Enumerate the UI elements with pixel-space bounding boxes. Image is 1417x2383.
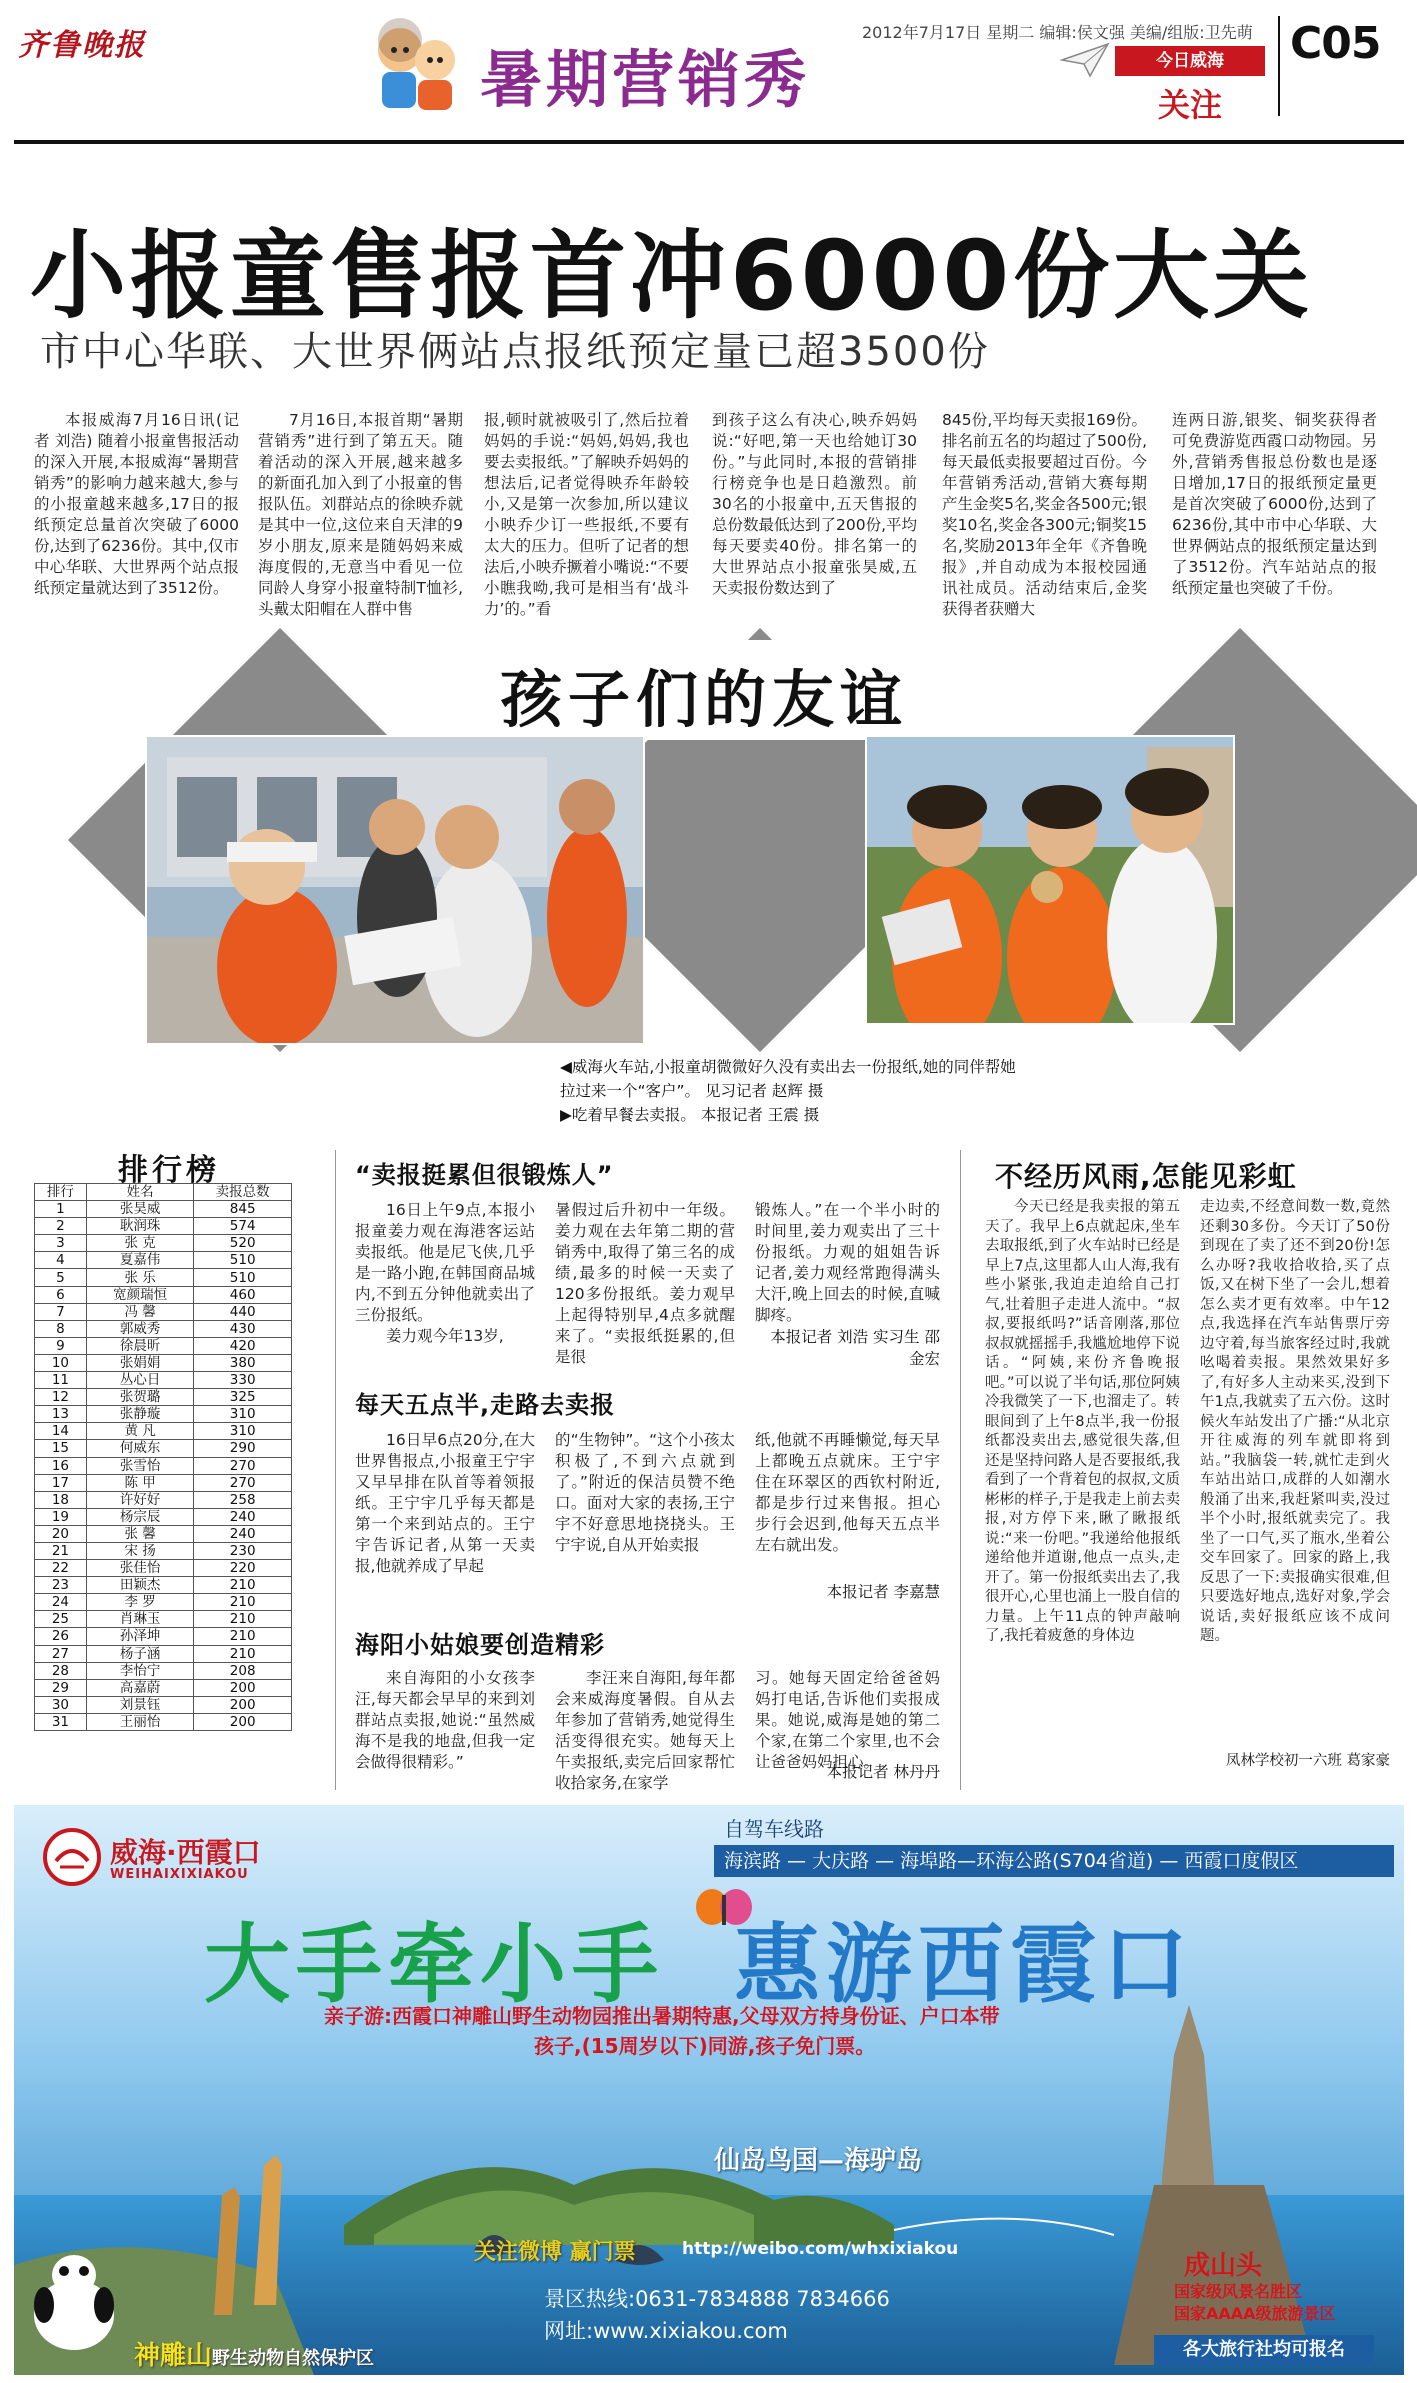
- ad-cape-line-2: 国家AAAA级旅游景区: [1174, 2304, 1336, 2323]
- advertisement-xixiakou: [14, 1805, 1404, 2375]
- table-row: [35, 1508, 292, 1525]
- ranking-name: 夏嘉伟: [86, 1252, 194, 1269]
- ranking-rank: 16: [35, 1457, 87, 1474]
- ranking-total: 208: [194, 1662, 292, 1679]
- article-column-2: 7月16日,本报首期“暑期营销秀”进行到了第五天。随着活动的深入开展,越来越多的新面孔加入到了小报童的售报队伍。刘群站点的徐映乔就是其中一位,这位来自天津的9岁小朋友,原来是随妈妈来威海度假的,无意当中看见一位同龄人身穿小报童特制T恤衫,头戴太阳帽在人群中售: [258, 411, 463, 618]
- ranking-total: 420: [194, 1337, 292, 1354]
- paper-plane-icon: [1060, 40, 1110, 80]
- story-title-3: 海阳小姑娘要创造精彩: [355, 1631, 605, 1659]
- ranking-name: 李 罗: [86, 1594, 194, 1611]
- ad-route: 海滨路 — 大庆路 — 海埠路—环海公路(S704省道) — 西霞口度假区: [714, 1845, 1394, 1877]
- ranking-name: 王丽怡: [86, 1713, 194, 1730]
- ranking-name: 徐晨昕: [86, 1337, 194, 1354]
- ranking-name: 杨宗辰: [86, 1508, 194, 1525]
- table-row: [35, 1303, 292, 1320]
- subheadline: 市中心华联、大世界俩站点报纸预定量已超3500份: [40, 329, 990, 375]
- story-title-2: 每天五点半,走路去卖报: [355, 1391, 616, 1419]
- table-row: [35, 1542, 292, 1559]
- ranking-rank: 19: [35, 1508, 87, 1525]
- story1-column-2: 暑假过后升初中一年级。姜力观在去年第二期的营销秀中,取得了第三名的成绩,最多的时候一天卖了120多份报纸。姜力观早上起得特别早,4点多就醒来了。“卖报纸挺累的,但是很: [555, 1201, 735, 1366]
- ranking-total: 440: [194, 1303, 292, 1320]
- ranking-rank: 4: [35, 1252, 87, 1269]
- kids-cartoon-icon: [360, 10, 470, 120]
- ranking-total: 210: [194, 1577, 292, 1594]
- ranking-name: 张静璇: [86, 1406, 194, 1423]
- ad-park-suffix: 野生动物自然保护区: [212, 2348, 375, 2369]
- photo-train-station: [145, 735, 645, 1045]
- story1-column-1: 16日上午9点,本报小报童姜力观在海港客运站卖报纸。他是尼飞侠,几乎是一路小跑,在韩国商品城内,不到五分钟他就卖出了三份报纸。 姜力观今年13岁,: [355, 1201, 535, 1345]
- story-title-1: “卖报挺累但很锻炼人”: [355, 1161, 614, 1189]
- ranking-rank: 20: [35, 1525, 87, 1542]
- ranking-total: 200: [194, 1696, 292, 1713]
- column-divider: [335, 1150, 336, 1790]
- ranking-rank: 24: [35, 1594, 87, 1611]
- table-row: [35, 1662, 292, 1679]
- table-row: [35, 1679, 292, 1696]
- ranking-total: 330: [194, 1372, 292, 1389]
- ranking-total: 380: [194, 1354, 292, 1371]
- story-title-4: 不经历风雨,怎能见彩虹: [995, 1160, 1297, 1193]
- article-column-3: 报,顿时就被吸引了,然后拉着妈妈的手说:“妈妈,妈妈,我也要去卖报纸。”了解映乔妈妈的想法后,记者觉得映乔年龄较小,又是第一次参加,所以建议小映乔少订一些报纸,不要有太大的压力。但听了记者的想法后,小映乔撅着小嘴说:“不要小瞧我呦,我可是相当有‘战斗力’的。”看: [484, 411, 689, 618]
- ranking-total: 310: [194, 1423, 292, 1440]
- ranking-rank: 17: [35, 1474, 87, 1491]
- table-row: [35, 1696, 292, 1713]
- ranking-rank: 23: [35, 1577, 87, 1594]
- story4-column-1: 今天已经是我卖报的第五天了。我早上6点就起床,坐车去取报纸,到了火车站时已经是早上7点,这里都人山人海,我有些小紧张,我迫走迫给自己打气,壮着胆子走进人流中。“叔叔,要报纸吗?”话音刚落,那位叔叔就摇摇手,我尴尬地停下说话。“阿姨,来份齐鲁晚报吧。”可以说了半句话,那位阿姨冷我微笑了一下,也溜走了。转眼间到了上午8点半,我一份报纸都没卖出去,感觉很失落,但还是坚持问路人是否要报纸,我看到了一个背着包的叔叔,文质彬彬的样子,于是我走上前去卖报,对方停下来,瞅了瞅报纸说:“来一份吧。”我递给他报纸递给他并道谢,他点一点头,走开了。第一份报纸卖出去了,我很开心,心里也涌上一股自信的力量。上午11点的钟声敲响了,我托着疲惫的身体边: [985, 1199, 1180, 1644]
- ranking-rank: 21: [35, 1542, 87, 1559]
- ranking-name: 何威东: [86, 1440, 194, 1457]
- photo-caption-2: ▶吃着早餐去卖报。 本报记者 王震 摄: [560, 1106, 820, 1124]
- header-rule: [14, 140, 1404, 144]
- table-row: [35, 1611, 292, 1628]
- ranking-total: 510: [194, 1252, 292, 1269]
- ranking-rank: 26: [35, 1628, 87, 1645]
- story2-column-1: 16日早6点20分,在大世界售报点,小报童王宁宇又早早排在队首等着领报纸。王宁宇几乎每天都是第一个来到站点的。王宁宇告诉记者,从第一天卖报,他就养成了早起: [355, 1431, 535, 1575]
- ranking-name: 张昊威: [86, 1201, 194, 1218]
- table-row: [35, 1594, 292, 1611]
- ranking-name: 杨子涵: [86, 1645, 194, 1662]
- ranking-rank: 3: [35, 1235, 87, 1252]
- table-row: [35, 1560, 292, 1577]
- table-row: [35, 1286, 292, 1303]
- photo-breakfast-image: [867, 737, 1235, 1025]
- xixiakou-logo-icon: [42, 1827, 102, 1887]
- banner-title: 暑期营销秀: [480, 43, 811, 116]
- ranking-header-name: 姓名: [86, 1184, 194, 1201]
- ad-website: 网址:www.xixiakou.com: [544, 2319, 788, 2343]
- ranking-rank: 18: [35, 1491, 87, 1508]
- section-tag: 今日威海: [1115, 46, 1265, 76]
- ad-slogan-2: 惠游西霞口: [734, 1914, 1194, 2015]
- table-row: [35, 1440, 292, 1457]
- ranking-rank: 1: [35, 1201, 87, 1218]
- ad-cape-name: 成山头: [1184, 2251, 1263, 2281]
- ad-cape-line-1: 国家级风景名胜区: [1174, 2282, 1303, 2301]
- ranking-name: 张 克: [86, 1235, 194, 1252]
- ranking-header-total: 卖报总数: [194, 1184, 292, 1201]
- ranking-name: 张雪怡: [86, 1457, 194, 1474]
- ranking-name: 刘景钰: [86, 1696, 194, 1713]
- ad-promo-line-1: 亲子游:西霞口神雕山野生动物园推出暑期特惠,父母双方持身份证、户口本带: [324, 2004, 1000, 2028]
- photo-train-station-image: [147, 737, 645, 1045]
- story4-column-2: 走边卖,不经意间数一数,竟然还剩30多份。今天订了50份到现在了卖了还不到20份!怎么办呀?我收拾收拾,买了点饭,又在树下坐了一会儿,想着怎么卖才更有效率。中午12点,我选择在汽车站售票厅旁边守着,每当旅客经过时,我就吆喝着卖报。果然效果好多了,有好多人主动来买,没到下午1点,我就卖了五六份。这时候火车站发出了广播:“从北京开往威海的列车就即将到站。”我脑袋一转,就忙走到火车站出站口,成群的人如潮水般涌了出来,我赶紧叫卖,没过半个小时,报纸就卖完了。我坐了一口气,买了瓶水,坐着公交车回家了。回家的路上,我反思了一下:卖报确实很难,但只要选好地点,选好对象,学会说话,卖好报纸应该不成问题。: [1200, 1199, 1390, 1644]
- story2-column-3: 纸,他就不再睡懒觉,每天早上都晚五点就床。王宁宇住在环翠区的西钦村附近,都是步行过来售报。担心步行会迟到,他每天五点半左右就出发。: [755, 1431, 940, 1554]
- ranking-name: 田颖杰: [86, 1577, 194, 1594]
- ranking-total: 240: [194, 1525, 292, 1542]
- ranking-total: 430: [194, 1320, 292, 1337]
- ranking-name: 陈 甲: [86, 1474, 194, 1491]
- ranking-name: 耿润珠: [86, 1218, 194, 1235]
- ad-hotline: 景区热线:0631-7834888 7834666: [544, 2287, 890, 2311]
- ranking-rank: 12: [35, 1389, 87, 1406]
- ranking-name: 孙泽坤: [86, 1628, 194, 1645]
- ad-park: [134, 2335, 374, 2372]
- ranking-total: 520: [194, 1235, 292, 1252]
- table-row: [35, 1491, 292, 1508]
- paper-name: 齐鲁晚报: [18, 28, 146, 63]
- table-row: [35, 1525, 292, 1542]
- table-row: [35, 1645, 292, 1662]
- ranking-total: 210: [194, 1645, 292, 1662]
- ranking-total: 460: [194, 1286, 292, 1303]
- ranking-rank: 15: [35, 1440, 87, 1457]
- ranking-rank: 6: [35, 1286, 87, 1303]
- article-column-4: 到孩子这么有决心,映乔妈妈说:“好吧,第一天也给她订30份。”与此同时,本报的营销排行榜竞争也是日趋激烈。前30名的小报童中,五天售报的总份数最低达到了200份,平均每天要卖40份。排名第一的大世界站点小报童张昊威,五天卖报份数达到了: [712, 411, 918, 597]
- ranking-total: 270: [194, 1474, 292, 1491]
- table-row: [35, 1218, 292, 1235]
- ranking-name: 张贺璐: [86, 1389, 194, 1406]
- ranking-total: 200: [194, 1679, 292, 1696]
- ad-brand-en: WEIHAIXIXIAKOU: [110, 1867, 249, 1882]
- table-row: [35, 1337, 292, 1354]
- ranking-total: 574: [194, 1218, 292, 1235]
- ad-agency: 各大旅行社均可报名: [1154, 2335, 1374, 2365]
- ranking-name: 李怡宁: [86, 1662, 194, 1679]
- page-number: C05: [1290, 18, 1381, 69]
- ranking-rank: 9: [35, 1337, 87, 1354]
- ranking-rank: 2: [35, 1218, 87, 1235]
- ranking-rank: 30: [35, 1696, 87, 1713]
- ad-weibo-label: 关注微博 赢门票: [474, 2240, 636, 2265]
- ranking-total: 240: [194, 1508, 292, 1525]
- ranking-name: 丛心日: [86, 1372, 194, 1389]
- ranking-rank: 31: [35, 1713, 87, 1730]
- ranking-name: 黄 凡: [86, 1423, 194, 1440]
- article-column-6: 连两日游,银奖、铜奖获得者可免费游览西霞口动物园。另外,营销秀售报总份数也是逐日增加,17日的报纸预定量更是首次突破了6000份,达到了6236份,其中市中心华联、大世界俩站点的报纸预定量达到了3512份。汽车站站点的报纸预定量也突破了千份。: [1172, 411, 1377, 597]
- ranking-name: 宽颜瑞恒: [86, 1286, 194, 1303]
- ranking-total: 200: [194, 1713, 292, 1730]
- story4-byline: 凤林学校初一六班 葛家豪: [1225, 1753, 1390, 1769]
- ranking-name: 许好好: [86, 1491, 194, 1508]
- ranking-rank: 7: [35, 1303, 87, 1320]
- ranking-header-row: [35, 1184, 292, 1201]
- table-row: [35, 1474, 292, 1491]
- ranking-rank: 13: [35, 1406, 87, 1423]
- headline: 小报童售报首冲6000份大关: [30, 220, 1314, 332]
- ranking-rank: 10: [35, 1354, 87, 1371]
- ranking-rank: 27: [35, 1645, 87, 1662]
- table-row: [35, 1577, 292, 1594]
- photo-breakfast: [865, 735, 1235, 1025]
- ranking-name: 张 乐: [86, 1269, 194, 1286]
- section-title-friendship: 孩子们的友谊: [500, 663, 909, 736]
- ranking-total: 310: [194, 1406, 292, 1423]
- ranking-name: 宋 扬: [86, 1542, 194, 1559]
- table-row: [35, 1372, 292, 1389]
- photo-caption-1: ◀威海火车站,小报童胡微微好久没有卖出去一份报纸,她的同伴帮她拉过来一个“客户”。 见习记者 赵辉 摄: [560, 1058, 1016, 1100]
- ad-promo-line-2: 孩子,(15周岁以下)同游,孩子免门票。: [534, 2034, 876, 2058]
- ranking-total: 220: [194, 1560, 292, 1577]
- story1-column-3: 锻炼人。”在一个半小时的时间里,姜力观卖出了三十份报纸。力观的姐姐告诉记者,姜力观经常跑得满头大汗,晚上回去的时候,直喊脚疼。: [755, 1201, 940, 1324]
- table-row: [35, 1406, 292, 1423]
- ranking-rank: 11: [35, 1372, 87, 1389]
- story2-byline: 本报记者 李嘉慧: [826, 1583, 940, 1601]
- ad-park-name: 神雕山: [134, 2341, 213, 2371]
- ranking-rank: 25: [35, 1611, 87, 1628]
- table-row: [35, 1389, 292, 1406]
- story3-byline: 本报记者 林丹丹: [826, 1763, 940, 1781]
- section-name: 关注: [1157, 86, 1222, 124]
- story3-column-1: 来自海阳的小女孩李汪,每天都会早早的来到刘群站点卖报,她说:“虽然威海不是我的地盘,但我一定会做得很精彩。”: [355, 1669, 535, 1771]
- table-row: [35, 1252, 292, 1269]
- ranking-total: 258: [194, 1491, 292, 1508]
- ranking-total: 845: [194, 1201, 292, 1218]
- table-row: [35, 1201, 292, 1218]
- article-column-1: 本报威海7月16日讯(记者 刘浩) 随着小报童售报活动的深入开展,本报威海“暑期营销秀”的影响力越来越大,参与的小报童越来越多,17日的报纸预定总量首次突破了6000份,达到了6236份。其中,仅市中心华联、大世界两个站点报纸预定量就达到了3512份。: [34, 411, 239, 597]
- story2-column-2: 的“生物钟”。“这个小孩太积极了,不到六点就到了。”附近的保洁员赞不绝口。面对大家的表扬,王宁宇不好意思地挠挠头。王宁宇说,自从开始卖报: [555, 1431, 735, 1554]
- date-line: 2012年7月17日 星期二 编辑:侯文强 美编/组版:卫先萌: [862, 23, 1253, 42]
- ranking-rank: 28: [35, 1662, 87, 1679]
- table-row: [35, 1235, 292, 1252]
- ranking-title: 排行榜: [118, 1153, 220, 1188]
- ranking-total: 325: [194, 1389, 292, 1406]
- ranking-name: 张佳怡: [86, 1560, 194, 1577]
- ranking-total: 290: [194, 1440, 292, 1457]
- ranking-name: 肖琳玉: [86, 1611, 194, 1628]
- ranking-total: 510: [194, 1269, 292, 1286]
- ranking-rank: 8: [35, 1320, 87, 1337]
- table-row: [35, 1423, 292, 1440]
- story3-column-3: 习。她每天固定给爸爸妈妈打电话,告诉他们卖报成果。她说,威海是她的第二个家,在第二个家里,也不会让爸爸妈妈担心。: [755, 1669, 940, 1771]
- ad-island-label: 仙岛鸟国—海驴岛: [714, 2146, 923, 2176]
- ranking-total: 270: [194, 1457, 292, 1474]
- ranking-rank: 5: [35, 1269, 87, 1286]
- ad-brand: 威海·西霞口: [110, 1836, 261, 1869]
- ranking-total: 230: [194, 1542, 292, 1559]
- table-row: [35, 1713, 292, 1730]
- ranking-header-rank: 排行: [35, 1184, 87, 1201]
- ad-slogan-1: 大手牵小手: [204, 1914, 664, 2015]
- ad-weibo-url: http://weibo.com/whxixiakou: [682, 2239, 959, 2259]
- ad-route-title: 自驾车线路: [724, 1817, 824, 1841]
- story1-byline: 本报记者 刘浩 实习生 邵金宏: [770, 1328, 940, 1368]
- story3-column-2: 李汪来自海阳,每年都会来威海度暑假。自从去年参加了营销秀,她觉得生活变得很充实。她每天上午卖报纸,卖完后回家帮忙收拾家务,在家学: [555, 1669, 735, 1792]
- ranking-name: 高嘉蔚: [86, 1679, 194, 1696]
- ranking-rank: 29: [35, 1679, 87, 1696]
- article-column-5: 845份,平均每天卖报169份。排名前五名的均超过了500份,每天最低卖报要超过百份。今年营销秀活动,营销大赛每期产生金奖5名,奖金各500元;银奖10名,奖金各300元;铜奖15名,奖励2013年全年《齐鲁晚报》,并自动成为本报校园通讯社成员。活动结束后,金奖获得者获赠大: [942, 411, 1148, 618]
- table-row: [35, 1354, 292, 1371]
- ranking-total: 210: [194, 1594, 292, 1611]
- ranking-total: 210: [194, 1628, 292, 1645]
- ranking-table: [34, 1183, 292, 1731]
- table-row: [35, 1628, 292, 1645]
- column-divider: [960, 1150, 961, 1790]
- ranking-name: 冯 馨: [86, 1303, 194, 1320]
- header-divider: [1278, 16, 1280, 116]
- ranking-name: 张娟娟: [86, 1354, 194, 1371]
- ranking-name: 郭威秀: [86, 1320, 194, 1337]
- ranking-total: 210: [194, 1611, 292, 1628]
- ranking-rank: 22: [35, 1560, 87, 1577]
- table-row: [35, 1457, 292, 1474]
- table-row: [35, 1320, 292, 1337]
- table-row: [35, 1269, 292, 1286]
- ranking-rank: 14: [35, 1423, 87, 1440]
- ranking-name: 张 馨: [86, 1525, 194, 1542]
